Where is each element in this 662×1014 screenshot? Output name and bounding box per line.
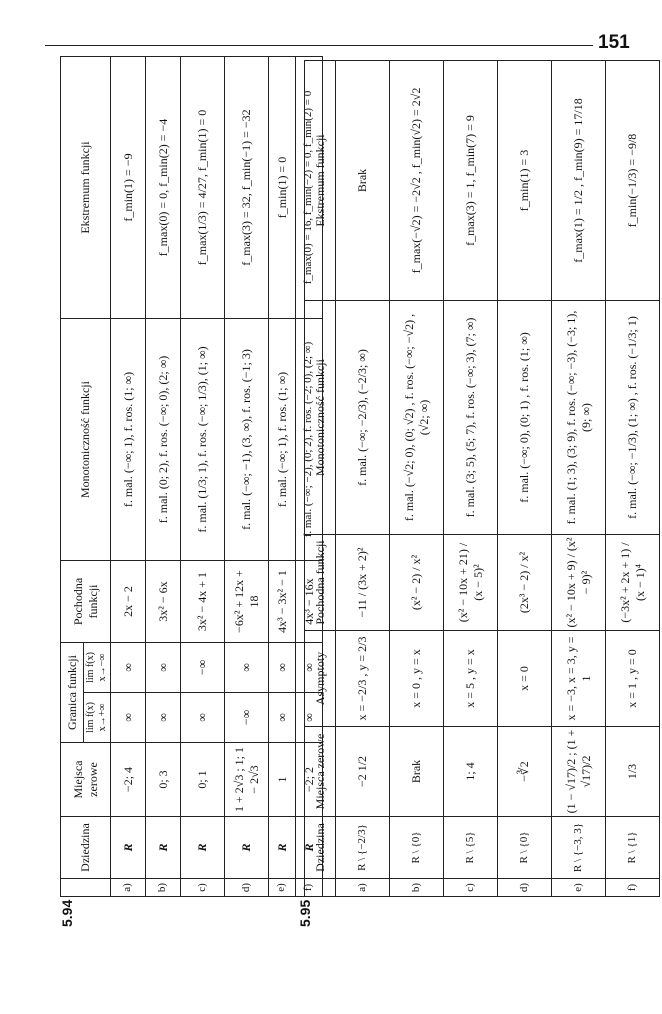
- col-header: Miejsca zerowe: [61, 743, 111, 817]
- col-header: Miejsca zerowe: [305, 727, 336, 817]
- table-row: a) R \ {−2/3} −2 1/2 x = −2/3 , y = 2/3 −11 / (3x + 2)² f. mal. (−∞; −2/3), (−2/3; ∞) Brak: [336, 61, 390, 897]
- col-header: Dziedzina: [305, 817, 336, 879]
- col-header: Pochodna funkcji: [61, 561, 111, 643]
- table-row: e) R 1 ∞ ∞ 4x³ − 3x² − 1 f. mal. (−∞; 1), f. ros. (1; ∞) f_min(1) = 0: [269, 57, 296, 897]
- col-header: Asymptoty: [305, 631, 336, 727]
- header-row: [305, 61, 336, 897]
- section-label: 5.95: [297, 899, 313, 927]
- col-header: lim f(x) x→+∞: [84, 693, 111, 743]
- section-label: 5.94: [59, 899, 75, 927]
- header-row: [61, 57, 84, 897]
- table-595: [304, 60, 660, 897]
- col-header: Ekstremum funkcji: [61, 57, 111, 319]
- col-header: Ekstremum funkcji: [305, 61, 336, 301]
- table-row: a) R −2; 4 ∞ ∞ 2x − 2 f. mal. (−∞; 1), f. ros. (1; ∞) f_min(1) = −9: [111, 57, 146, 897]
- table-row: d) R \ {0} −∛2 x = 0 (2x³ − 2) / x² f. mal. (−∞; 0), (0; 1) , f. ros. (1; ∞) f_min(1) = 3: [498, 61, 552, 897]
- col-header: Dziedzina: [61, 817, 111, 879]
- page-number: 151: [598, 32, 630, 53]
- table-row: d) R 1 + 2√3 ; 1; 1 − 2√3 −∞ ∞ −6x² + 12x + 18 f. mal. (−∞; −1), (3, ∞), f. ros. (−1; 3) f_max(3) = 32, f_min(−1) = −32: [225, 57, 269, 897]
- table-row: c) R \ {5} 1; 4 x = 5 , y = x (x² − 10x + 21) / (x − 5)² f. mal. (3; 5), (5; 7), f. ros. (−∞; 3), (7; ∞) f_max(3) = 1, f_min(7) = 9: [444, 61, 498, 897]
- table-row: c) R 0; 1 ∞ −∞ 3x² − 4x + 1 f. mal. (1/3; 1), f. ros. (−∞; 1/3), (1; ∞) f_max(1/3) = 4/27, f_min(1) = 0: [181, 57, 225, 897]
- col-header: Monotoniczność funkcji: [61, 319, 111, 561]
- table-row: b) R 0; 3 ∞ ∞ 3x² − 6x f. mal. (0; 2), f. ros. (−∞; 0), (2; ∞) f_max(0) = 0, f_min(2) = −4: [146, 57, 181, 897]
- table-row: f) R −2; 2 ∞ ∞ 4x³ − 16x f. mal. (−∞; −2), (0; 2), f. ros. (−2; 0), (2; ∞) f_max(0) = 16, f_min(−2) = 0, f_min(2) = 0: [296, 57, 323, 897]
- col-header: Monotoniczność funkcji: [305, 301, 336, 535]
- header-rule: [45, 45, 593, 46]
- table-row: f) R \ {1} 1/3 x = 1 , y = 0 (−3x² + 2x + 1) / (x − 1)⁴ f. mal. (−∞; −1/3), (1; ∞) , f. ros. (−1/3; 1) f_min(−1/3) = −9/8: [606, 61, 660, 897]
- table-row: e) R \ {−3, 3} (1 − √17)/2 ; (1 + √17)/2 x = −3, x = 3, y = 1 (x² − 10x + 9) / (x² − 9)² f. mal. (1; 3), (3; 9), f. ros. (−∞; −3), (−3; 1), (9; ∞) f_max(1) = 1/2 , f_min(9) = 17/18: [552, 61, 606, 897]
- table-594: [60, 56, 323, 897]
- col-header: lim f(x) x→−∞: [84, 643, 111, 693]
- col-header: Granica funkcji: [61, 643, 84, 743]
- col-header: Pochodna funkcji: [305, 535, 336, 631]
- table-row: b) R \ {0} Brak x = 0 , y = x (x² − 2) / x² f. mal. (−√2; 0), (0; √2) , f. ros. (−∞; −√2) , (√2; ∞) f_max(−√2) = −2√2 , f_min(√2) = 2√2: [390, 61, 444, 897]
